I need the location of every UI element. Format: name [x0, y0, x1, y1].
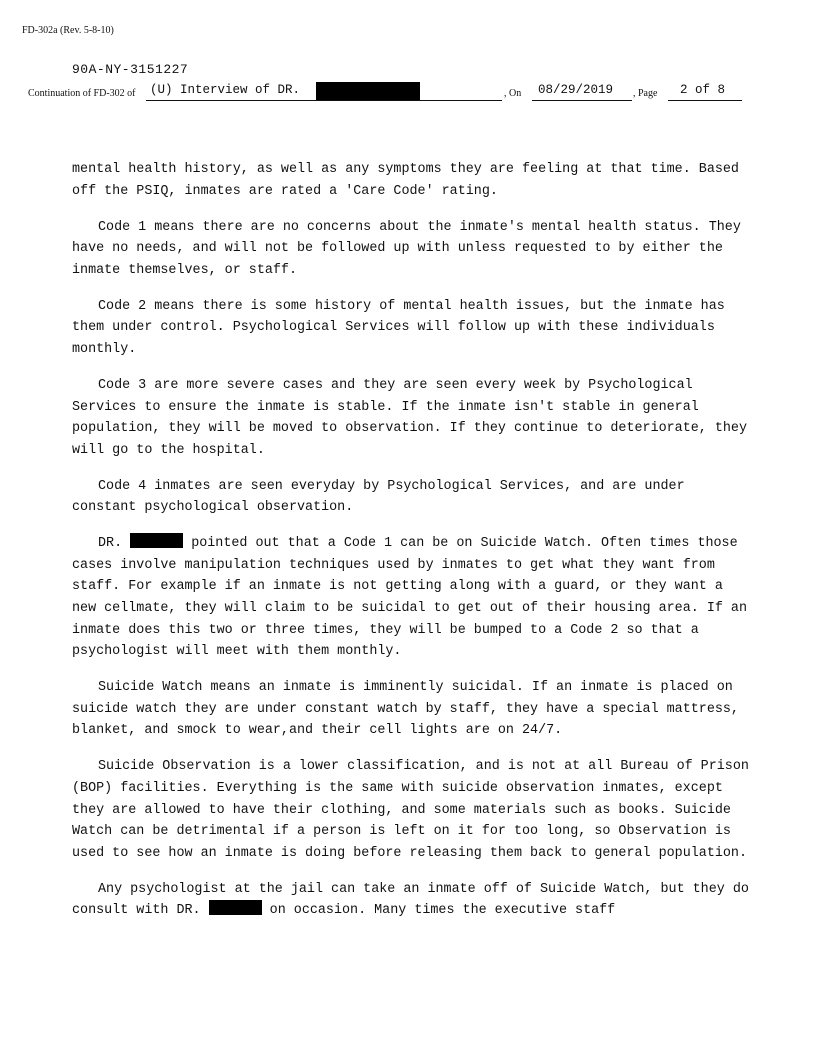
file-number: 90A-NY-3151227 [72, 62, 189, 77]
redaction-name [316, 82, 420, 100]
paragraph-6-rest: pointed out that a Code 1 can be on Suicide Watch. Often times those cases involve manipulation techniques used by inmates to get what they want from staff. For example if an inmate is not getting along with a guard, or they want a new cellmate, they will claim to be suicidal to get out of their housing area. If an inmate does this two or three times, they will be bumped to a Code 2 so that a psychologist will meet with them monthly. [72, 536, 747, 660]
page-label: , Page [633, 88, 658, 99]
document-body [72, 159, 752, 936]
paragraph-6-start: DR. [98, 536, 123, 552]
paragraph-3: Code 2 means there is some history of mental health issues, but the inmate has them under control. Psychological Services will follow up with these individuals monthly. [72, 298, 725, 357]
continuation-label: Continuation of FD-302 of [28, 88, 136, 99]
continuation-row [28, 82, 788, 102]
paragraph-5: Code 4 inmates are seen everyday by Psychological Services, and are under constant psychological observation. [72, 478, 685, 516]
paragraph-9-start: Any psychologist at the jail can take an inmate off of Suicide Watch, but they do consult with DR. [72, 881, 749, 919]
form-id: FD-302a (Rev. 5-8-10) [22, 25, 114, 36]
paragraph-1: mental health history, as well as any symptoms they are feeling at that time. Based off the PSIQ, inmates are rated a 'Care Code' rating. [72, 162, 739, 199]
paragraph-9 [72, 879, 752, 922]
page-underline [668, 100, 742, 101]
paragraph-7: Suicide Watch means an inmate is imminently suicidal. If an inmate is placed on suicide watch they are under constant watch by staff, they have a special mattress, blanket, and smock to wear,and their cell lights are on 24/7. [72, 680, 739, 739]
on-label: , On [504, 88, 522, 99]
paragraph-6 [72, 533, 752, 663]
paragraph-8: Suicide Observation is a lower classification, and is not at all Bureau of Prison (BOP) facilities. Everything is the same with suicide observation inmates, except they are allowed to have their clothing, and some materials such as books. Suicide Watch can be detrimental if a person is left on it for too long, so Observation is used to see how an inmate is doing before releasing them back to general population. [72, 759, 749, 861]
paragraph-9-rest: on occasion. Many times the executive staff [269, 903, 616, 919]
redaction-inline-2 [209, 900, 262, 915]
page-number: 2 of 8 [680, 83, 726, 97]
date-underline [532, 100, 632, 101]
paragraph-4: Code 3 are more severe cases and they are seen every week by Psychological Services to ensure the inmate is stable. If the inmate isn't stable in general population, they will be moved to observation. If they continue to deteriorate, they will go to the hospital. [72, 377, 747, 458]
subject-text: (U) Interview of DR. [150, 83, 301, 97]
interview-date: 08/29/2019 [538, 83, 614, 97]
paragraph-2: Code 1 means there are no concerns about the inmate's mental health status. They have no needs, and will not be followed up with unless requested to by either the inmate themselves, or staff. [72, 219, 741, 278]
redaction-inline-1 [130, 533, 183, 548]
subject-underline [146, 100, 502, 101]
